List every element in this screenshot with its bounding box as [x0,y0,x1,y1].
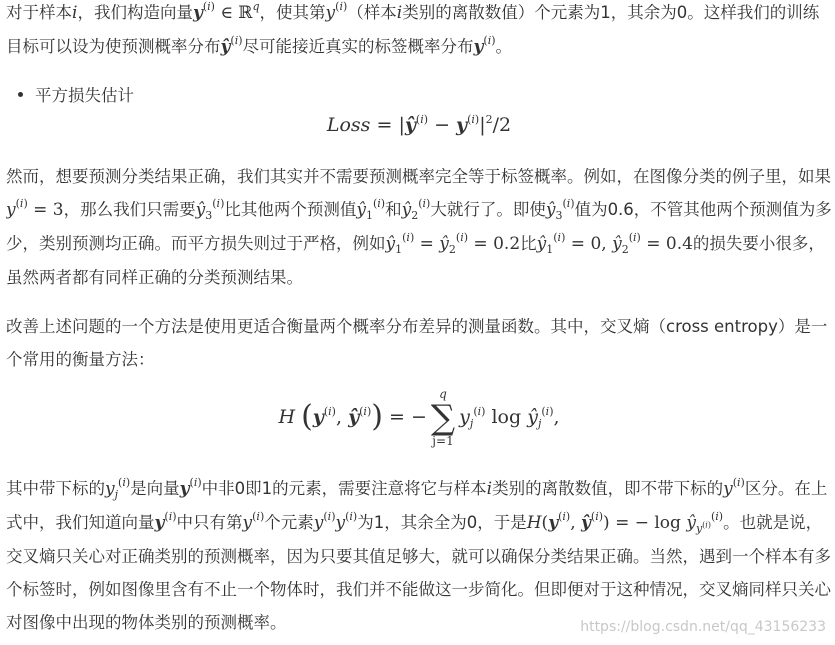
cross-entropy-formula: H ($y^{(i)}$, $ŷ^{(i)}) = -q$ ∑ $j=1y_j^{(i)}$ $\log ŷ_j^{(i)}$, [278,387,560,448]
bullet-item [18,82,134,110]
paragraph-squared-loss: 然而，想要预测分类结果正确，我们其实并不需要预测概率完全等于标签概率。例如，在图像分类的例子里，如果$y^{(i)} = 3$，那么我们只需要$ŷ_3^{(i)}$比其他两个预测值$ŷ_1^{(i)}$和$ŷ_2^{(i)}$大就行了。即使$ŷ_3^{(i)}$值为0.6，不管其他两个预测值为多少，类别预测均正确。而平方损失则过于严格，例如$ŷ_1^{(i)}$ = $ŷ_2^{(i)} = 0.2$比$ŷ_1^{(i)} = 0$, $ŷ_2^{(i)} = 0.4$的损失要小很多，虽然两者都有同样正确的分类预测结果。 [6,167,832,287]
watermark: https://blog.csdn.net/qq_43156233 [580,619,826,635]
paragraph-cross-entropy-intro: 改善上述问题的一个方法是使用更适合衡量两个概率分布差异的测量函数。其中，交叉熵（cross entropy）是一个常用的衡量方法： [6,317,828,369]
summation-sign: q ∑ j=1 [430,387,456,448]
math-yhat1: $ŷ_1^{(i)}$ [356,197,386,222]
math-yhat3: $ŷ_3^{(i)}$ [195,197,225,222]
paragraph-label-vector: 对于样本i，我们构造向量$y^{(i)}$ ∈ ℝ$^q$，使其第$y^{(i)}$（样本i类别的离散数值）个元素为1，其余为0。这样我们的训练目标可以设为使预测概率分布$ŷ^{(i)}$尽可能接近真实的标签概率分布$y^{(i)}$。 [6,0,820,57]
article-body [6,0,832,645]
math-cross-entropy-simplified: $H(y^{(i)}$, $ŷ^{(i)}$) = − $\log ŷ_{y^{(i)}}^{(i)}$ [526,510,724,535]
math-yhat3: $ŷ_3^{(i)}$ [545,197,575,222]
math-i: i [486,479,493,499]
math-y-in-Rq: $y^{(i)}$ ∈ ℝ$^q$ [192,0,260,23]
math-yhat-vector: $ŷ^{(i)}$ [220,34,243,57]
math-yhat1-eq-yhat2: $ŷ_1^{(i)}$ = $ŷ_2^{(i)} = 0.2$ [385,231,521,256]
math-y-vector: $y^{(i)}$ [473,34,496,57]
bullet-dot-icon [18,92,23,97]
bullet-label: 平方损失估计 [35,86,134,105]
math-yi: $y^{(i)}$ [325,0,348,23]
math-yj: $y_j^{(i)}$ [105,476,131,501]
math-yi: $y^{(i)}$ [723,476,745,499]
math-yhat2: $ŷ_2^{(i)}$ [401,197,431,222]
math-i: i [72,3,78,23]
math-y-vector: $y^{(i)}$ [154,510,177,533]
loss-formula: Loss = $|ŷ^{(i)} - y^{(i)}|^2/2$ [326,113,512,136]
math-i: i [396,3,403,23]
math-y-vector: $y^{(i)}$ [179,476,202,499]
paragraph-cross-entropy-explanation: 其中带下标的$y_j^{(i)}$是向量$y^{(i)}$中非0即1的元素，需要注意将它与样本i类别的离散数值，即不带下标的$y^{(i)}$区分。在上式中，我们知道向量$y^{(i)}$中只有第$y^{(i)}$个元素$y^{(i)}y^{(i)}$为1，其余全为0，于是$H(y^{(i)}$, $ŷ^{(i)}$) = − $\log ŷ_{y^{(i)}}^{(i)}$。也就是说，交叉熵只关心对正确类别的预测概率，因为只要其值足够大，就可以确保分类结果正确。当然，遇到一个样本有多个标签时，例如图像里含有不止一个物体时，我们并不能做这一步简化。但即便对于这种情况，交叉熵同样只关心对图像中出现的物体类别的预测概率。 [6,476,831,632]
math-yi-yi: $y^{(i)}y^{(i)}$ [313,510,358,533]
math-yi: $y^{(i)}$ [242,510,265,533]
math-yhat1-0-yhat2-04: $ŷ_1^{(i)} = 0$, $ŷ_2^{(i)} = 0.4$ [536,231,693,256]
math-yi-equals-3: $y^{(i)} = 3$ [6,197,64,220]
